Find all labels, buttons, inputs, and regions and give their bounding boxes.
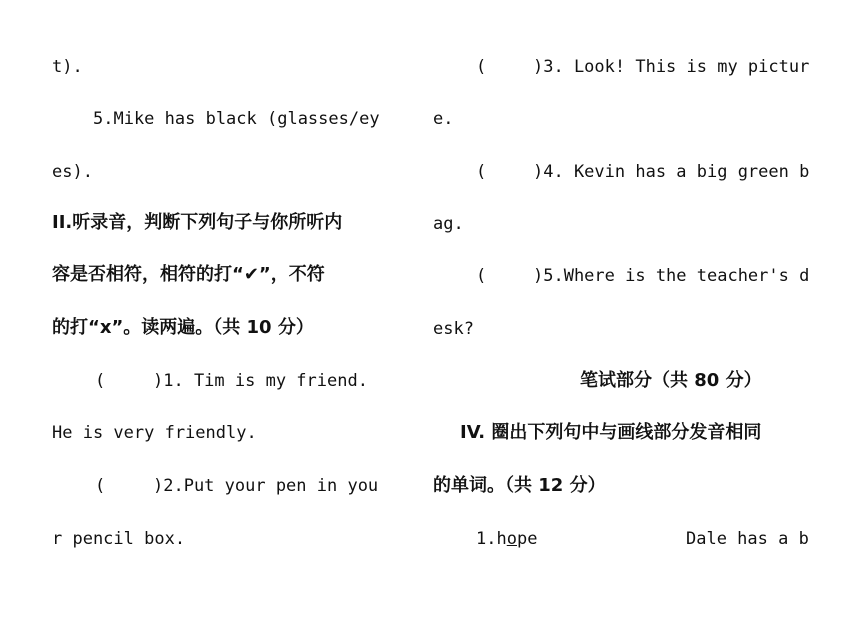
question-item-continuation: e. <box>433 109 454 129</box>
question-item: )3. Look! This is my pictur <box>533 57 810 77</box>
question-number-prefix: 1.h <box>476 529 507 549</box>
question-item: )5.Where is the teacher's d <box>533 266 810 286</box>
answer-blank-open: ( <box>476 162 487 182</box>
question-item: )1. Tim is my friend. <box>153 371 368 391</box>
section-ii-heading-line-1: II.听录音，判断下列句子与你所听内 <box>52 212 343 233</box>
phonics-question-sentence: Dale has a b <box>686 529 809 549</box>
answer-blank-open: ( <box>95 476 106 496</box>
left-text-line: t). <box>52 57 83 77</box>
answer-blank-open: ( <box>95 371 106 391</box>
question-item-continuation: esk? <box>433 319 474 339</box>
word-rest: pe <box>516 529 538 549</box>
question-item-continuation: r pencil box. <box>52 529 186 549</box>
section-ii-heading-line-3: 的打“x”。读两遍。（共 10 分） <box>52 317 314 338</box>
answer-blank-open: ( <box>476 266 487 286</box>
question-item-continuation: ag. <box>433 214 464 234</box>
phonics-question-word <box>476 528 537 550</box>
question-item: )2.Put your pen in you <box>153 476 379 496</box>
question-item: )4. Kevin has a big green b <box>533 162 810 182</box>
left-text-line: 5.Mike has black (glasses/ey <box>93 109 380 129</box>
left-text-line: es). <box>52 162 93 182</box>
section-ii-heading-line-2: 容是否相符，相符的打“✔”，不符 <box>52 264 325 285</box>
section-iv-heading-line-2: 的单词。（共 12 分） <box>433 475 606 496</box>
written-part-heading: 笔试部分（共 80 分） <box>580 370 762 391</box>
section-iv-heading-line-1: IV. 圈出下列句中与画线部分发音相同 <box>460 422 762 443</box>
question-item-continuation: He is very friendly. <box>52 423 257 443</box>
answer-blank-open: ( <box>476 57 487 77</box>
underlined-letter: o <box>506 529 517 549</box>
